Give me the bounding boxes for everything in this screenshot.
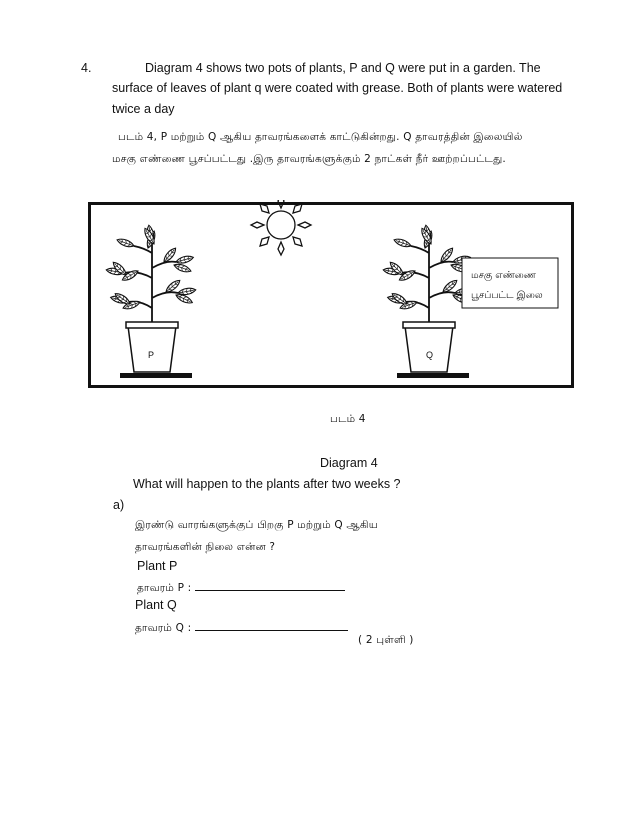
sub-question-tamil-line-1: இரண்டு வாரங்களுக்குப் பிறகு P மற்றும் Q ஆகிய xyxy=(135,519,378,531)
marks-indicator: ( 2 புள்ளி ) xyxy=(358,634,414,646)
plant-q-answer-row xyxy=(135,619,348,635)
callout-line-2: பூசப்பட்ட இலை xyxy=(471,290,543,301)
question-english-line-3: twice a day xyxy=(112,102,175,116)
plant-p xyxy=(106,225,196,378)
plant-q-answer-blank[interactable] xyxy=(195,619,348,631)
plant-q xyxy=(383,225,473,378)
question-tamil-line-1: படம் 4, P மற்றும் Q ஆகிய தாவரங்களைக் காட்டுகின்றது. Q தாவரத்தின் இலையில் xyxy=(118,131,523,143)
figure-caption-english: Diagram 4 xyxy=(320,456,378,470)
callout-line-1: மசகு எண்ணை xyxy=(471,270,536,281)
sub-question-tamil-line-2: தாவரங்களின் நிலை என்ன ? xyxy=(135,541,276,553)
diagram-4-figure xyxy=(88,200,574,390)
ground-q xyxy=(397,373,469,378)
sun-icon xyxy=(251,200,311,255)
plant-p-tamil-label: தாவரம் P : xyxy=(137,582,192,594)
pot-p-rim xyxy=(126,322,178,328)
sub-question-english: What will happen to the plants after two weeks ? xyxy=(133,477,401,491)
plant-q-label: Plant Q xyxy=(135,598,177,612)
pot-q xyxy=(405,326,453,372)
figure-caption-tamil: படம் 4 xyxy=(330,413,366,425)
question-english-line-1: Diagram 4 shows two pots of plants, P and Q were put in a garden. The xyxy=(145,61,541,75)
ground-p xyxy=(120,373,192,378)
plant-q-tamil-label: தாவரம் Q : xyxy=(135,622,192,634)
pot-q-label: Q xyxy=(426,350,434,360)
pot-q-rim xyxy=(403,322,455,328)
pot-p-label: P xyxy=(148,350,155,360)
plant-p-answer-blank[interactable] xyxy=(195,579,345,591)
plant-q-foliage xyxy=(383,225,473,328)
question-number: 4. xyxy=(81,61,92,75)
pot-p xyxy=(128,326,176,372)
grease-callout xyxy=(462,258,558,308)
part-a-label: a) xyxy=(113,498,125,512)
plant-p-foliage xyxy=(106,225,196,328)
question-tamil-line-2: மசகு எண்ணை பூசப்பட்டது .இரு தாவரங்களுக்கும் 2 நாட்கள் நீர் ஊற்றப்பட்டது. xyxy=(112,153,506,165)
plant-p-answer-row xyxy=(137,579,345,595)
question-english-line-2: surface of leaves of plant q were coated with grease. Both of plants were watered xyxy=(112,81,563,95)
plant-p-label: Plant P xyxy=(137,559,178,573)
